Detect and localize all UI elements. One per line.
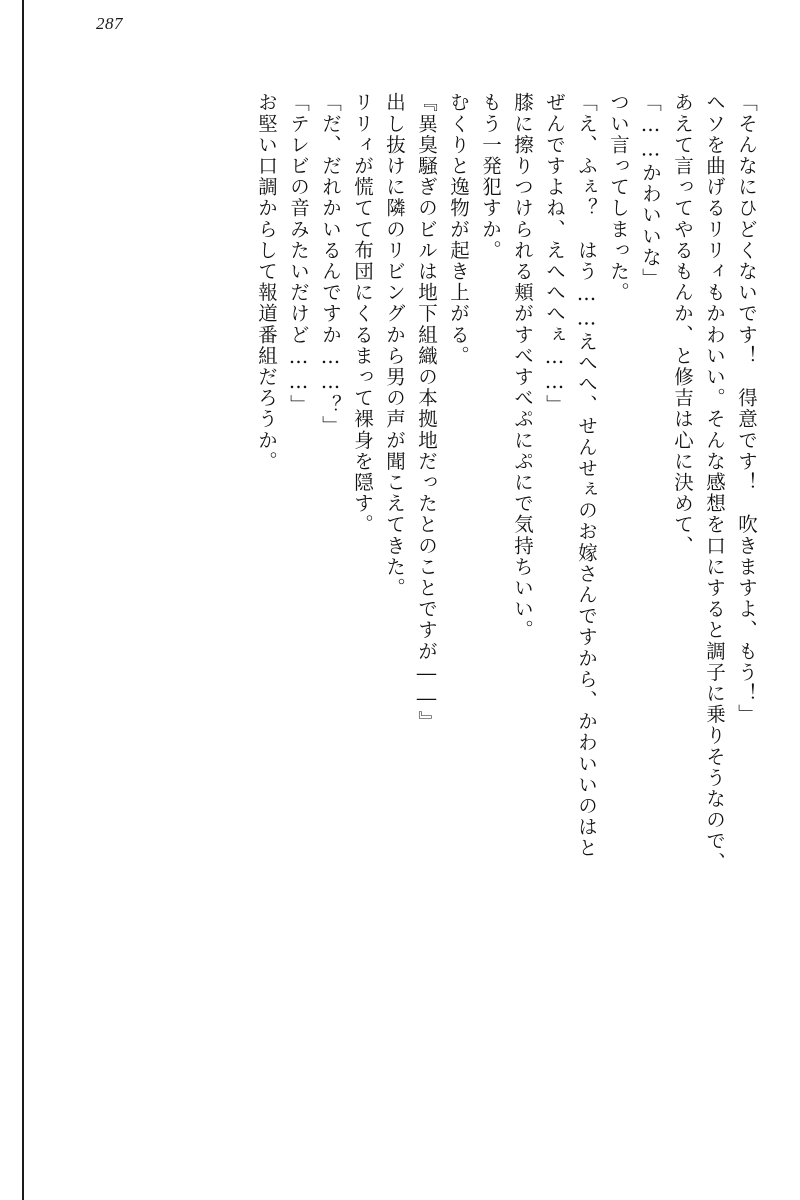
vertical-text-body	[56, 92, 756, 1092]
text-column: むくりと逸物が起き上がる。	[447, 92, 470, 367]
text-column: あえて言ってやるもんか、と修吉は心に決めて、	[671, 92, 694, 557]
page-border-rule	[22, 0, 24, 1200]
text-column: 出し抜けに隣のリビングから男の声が聞こえてきた。	[383, 92, 406, 599]
text-column: ヘソを曲げるリリィもかわいい。そんな感想を口にすると調子に乗りそうなので、	[703, 92, 726, 873]
text-column: もう一発犯すか。	[479, 92, 502, 261]
text-column: 「テレビの音みたいだけど……」	[287, 92, 310, 416]
text-column: 膝に擦りつけられる頬がすべすべぷにぷにで気持ちいい。	[511, 92, 534, 641]
text-column: 「え、ふぇ？ はう……えへへ、せんせぇのお嫁さんですから、かわいいのはと	[575, 92, 598, 859]
text-column: 「だ、だれかいるんですか……？」	[319, 92, 342, 437]
page-number: 287	[96, 14, 123, 33]
text-column: 「そんなにひどくないです！ 得意です！ 吹きますよ、もう！」	[735, 92, 758, 725]
text-column: リリィが慌てて布団にくるまって裸身を隠す。	[351, 92, 374, 536]
text-column: 『異臭騒ぎのビルは地下組織の本拠地だったとのことですが――』	[415, 92, 438, 732]
text-column: お堅い口調からして報道番組だろうか。	[255, 92, 278, 472]
text-column: 「……かわいいな」	[639, 92, 662, 289]
text-column: つい言ってしまった。	[607, 92, 630, 303]
text-column: ぜんですよね、えへへへぇ……」	[543, 92, 566, 416]
